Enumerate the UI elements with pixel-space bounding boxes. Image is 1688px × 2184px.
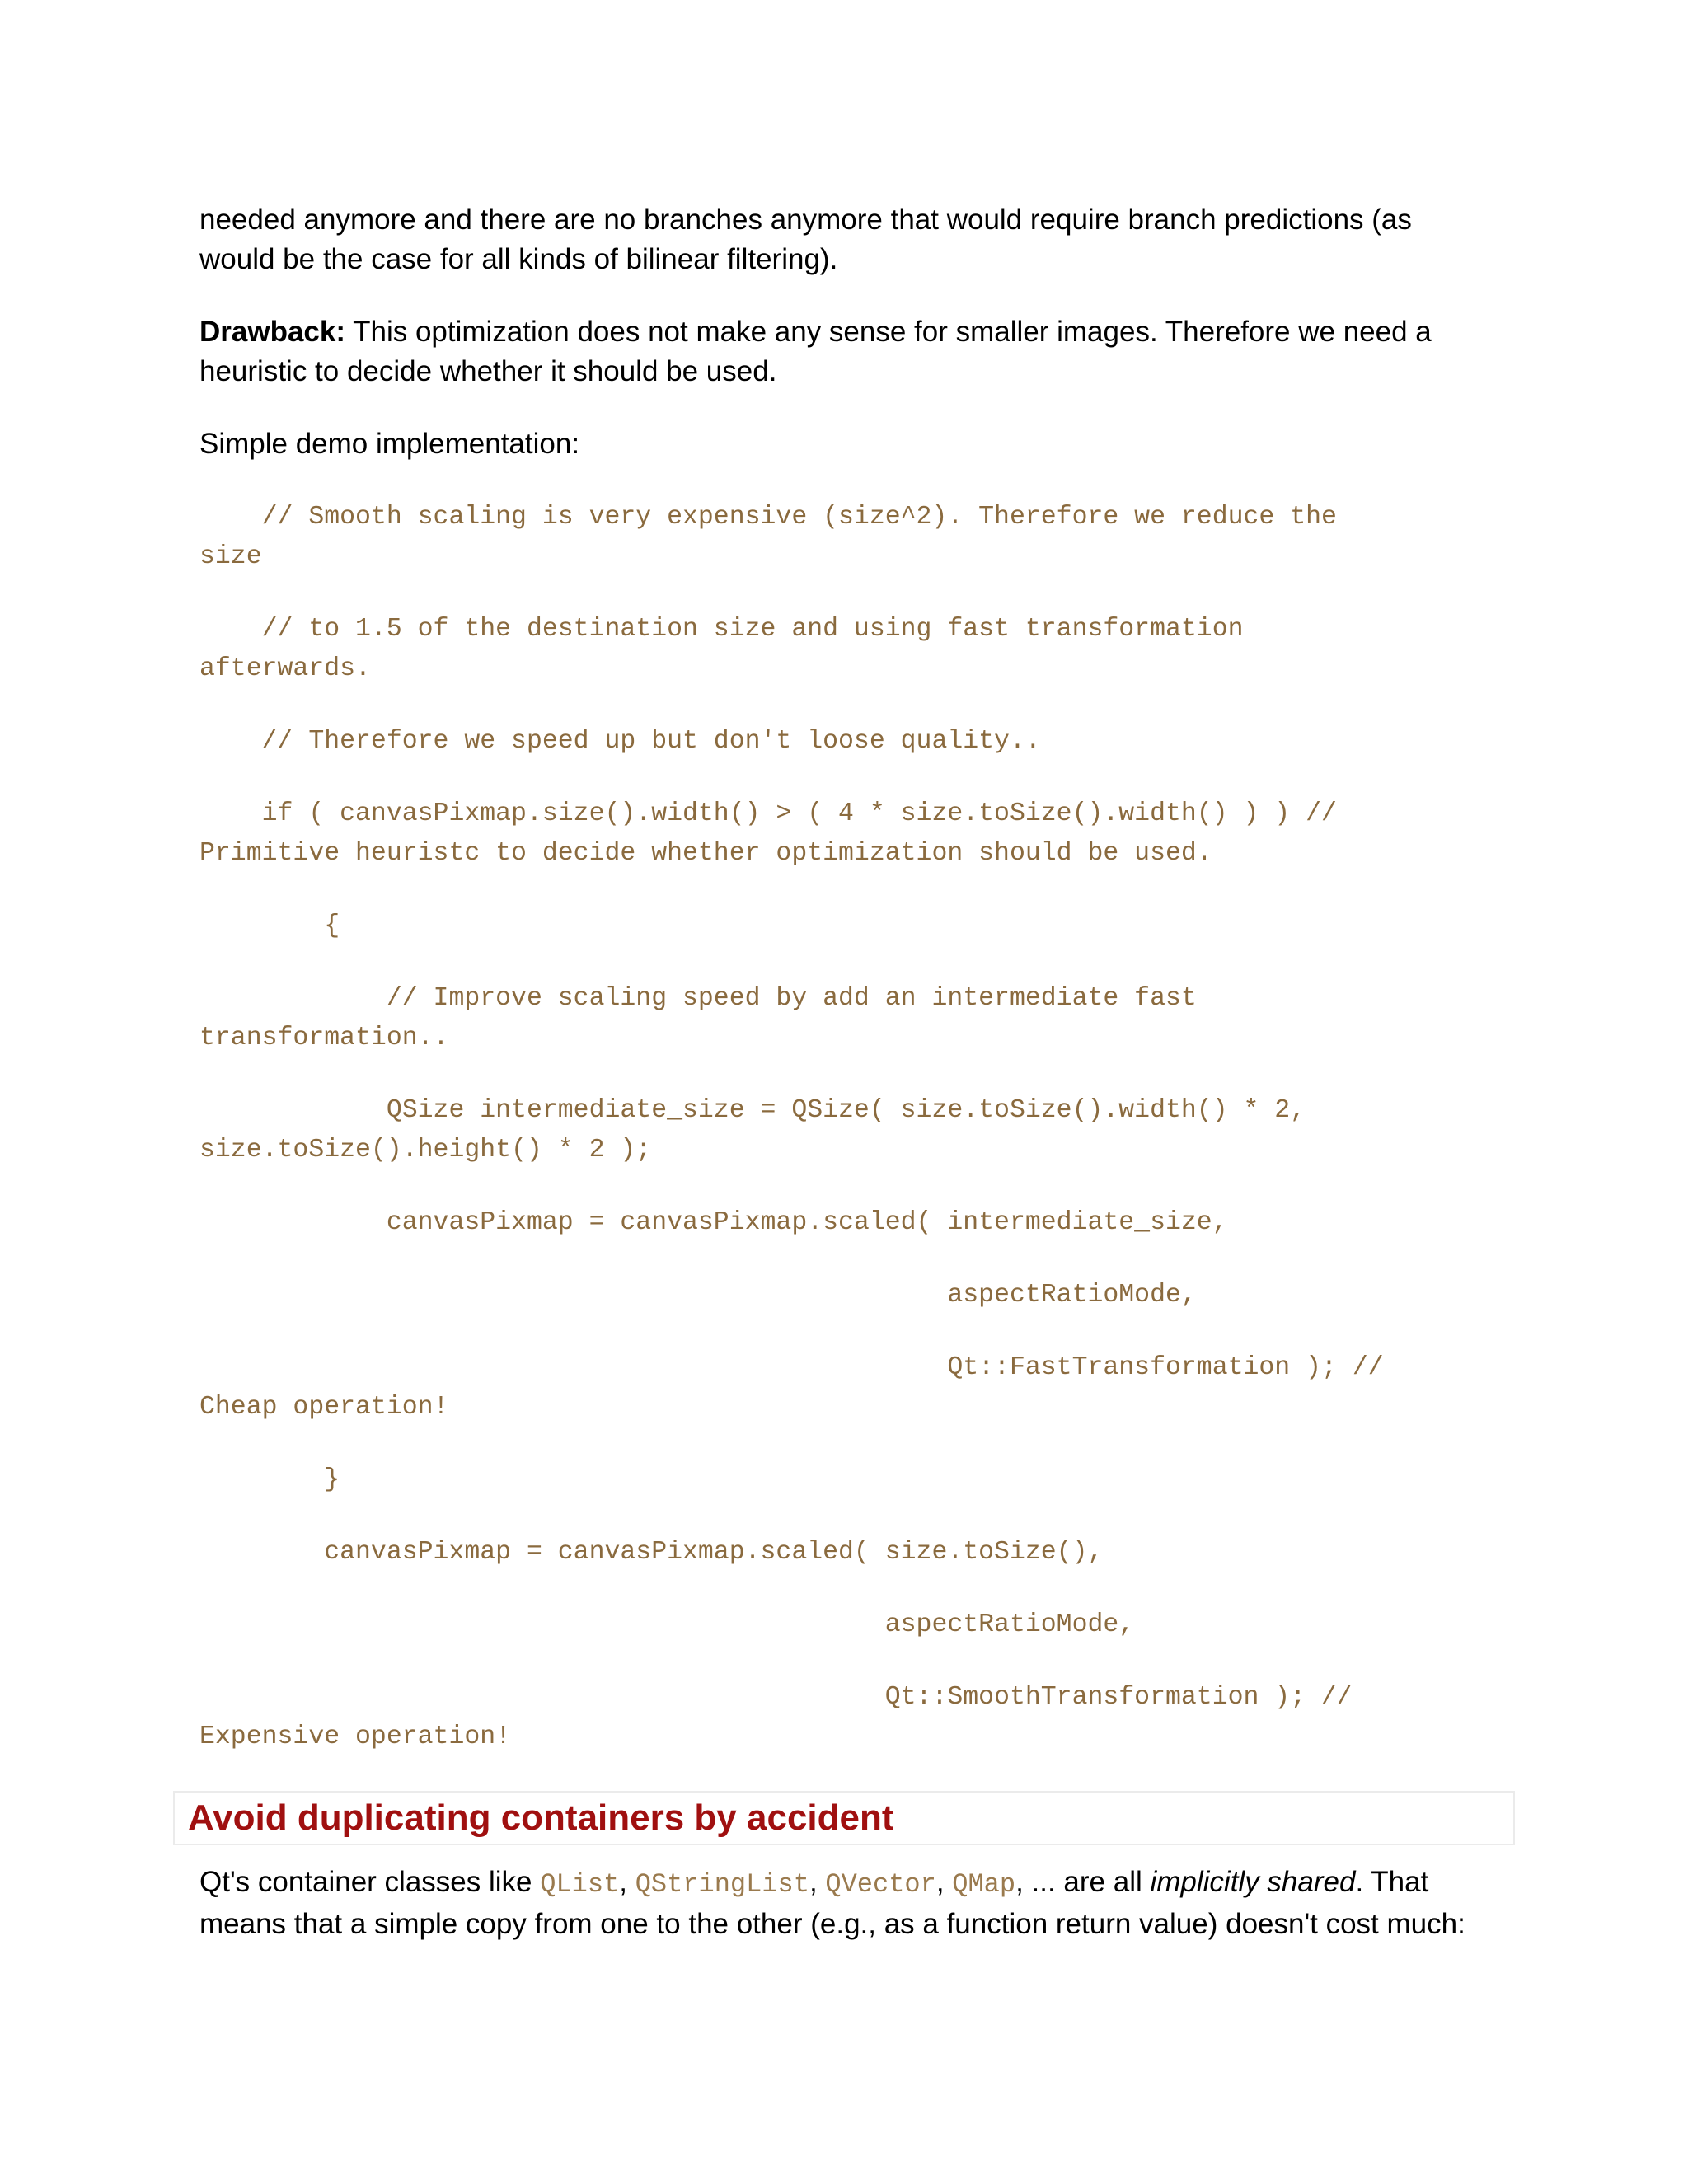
paragraph-line: needed anymore and there are no branches anymore that would require branch predictions (as (199, 204, 1412, 236)
code-line: // to 1.5 of the destination size and using fast transformation (199, 615, 1244, 644)
code-line: { (199, 912, 340, 940)
code-line: if ( canvasPixmap.size().width() > ( 4 * size.toSize().width() ) ) // (199, 799, 1337, 828)
inline-code-qmap: QMap (952, 1869, 1016, 1900)
paragraph-text: Qt's container classes like (199, 1866, 541, 1898)
code-line: } (199, 1465, 340, 1494)
code-line: QSize intermediate_size = QSize( size.toSize().width() * 2, (199, 1096, 1306, 1125)
paragraph-branch-predictions (199, 200, 1485, 279)
inline-code-qvector: QVector (825, 1869, 936, 1900)
separator: , (619, 1866, 635, 1898)
section-heading: Avoid duplicating containers by accident (188, 1797, 894, 1838)
drawback-label: Drawback: (199, 316, 346, 348)
paragraph-implicit-sharing (199, 1863, 1485, 1944)
paragraph-line: would be the case for all kinds of bilinear filtering). (199, 243, 838, 275)
code-line: // Smooth scaling is very expensive (size^2). Therefore we reduce the (199, 503, 1337, 532)
code-line: afterwards. (199, 654, 371, 683)
paragraph-line: heuristic to decide whether it should be used. (199, 355, 777, 387)
inline-code-qlist: QList (540, 1869, 620, 1900)
code-line: // Improve scaling speed by add an intermediate fast (199, 984, 1197, 1013)
paragraph-drawback (199, 312, 1485, 391)
paragraph-line: means that a simple copy from one to the other (e.g., as a function return value) doesn't cost much: (199, 1908, 1465, 1940)
code-line: aspectRatioMode, (199, 1610, 1135, 1639)
code-line: // Therefore we speed up but don't loose quality.. (199, 727, 1041, 756)
code-line: Primitive heuristc to decide whether optimization should be used. (199, 839, 1212, 868)
paragraph-line: This optimization does not make any sense for smaller images. Therefore we need a (345, 316, 1432, 348)
code-line: size (199, 542, 262, 571)
code-line: transformation.. (199, 1024, 449, 1052)
code-line: Qt::FastTransformation ); // (199, 1353, 1384, 1382)
code-line: canvasPixmap = canvasPixmap.scaled( intermediate_size, (199, 1208, 1228, 1237)
code-line: Expensive operation! (199, 1722, 512, 1751)
code-line: canvasPixmap = canvasPixmap.scaled( size.toSize(), (199, 1538, 1104, 1567)
separator: , (935, 1866, 953, 1898)
separator: , (809, 1866, 826, 1898)
code-line: Cheap operation! (199, 1393, 449, 1422)
code-line: aspectRatioMode, (199, 1281, 1197, 1310)
paragraph-text: . That (1355, 1866, 1429, 1898)
code-line: Qt::SmoothTransformation ); // (199, 1683, 1353, 1712)
inline-code-qstringlist: QStringList (635, 1869, 809, 1900)
code-line: size.toSize().height() * 2 ); (199, 1136, 652, 1165)
paragraph-text: , ... are all (1015, 1866, 1151, 1898)
emphasis-implicitly-shared: implicitly shared (1150, 1866, 1356, 1898)
paragraph-demo-intro: Simple demo implementation: (199, 428, 580, 460)
